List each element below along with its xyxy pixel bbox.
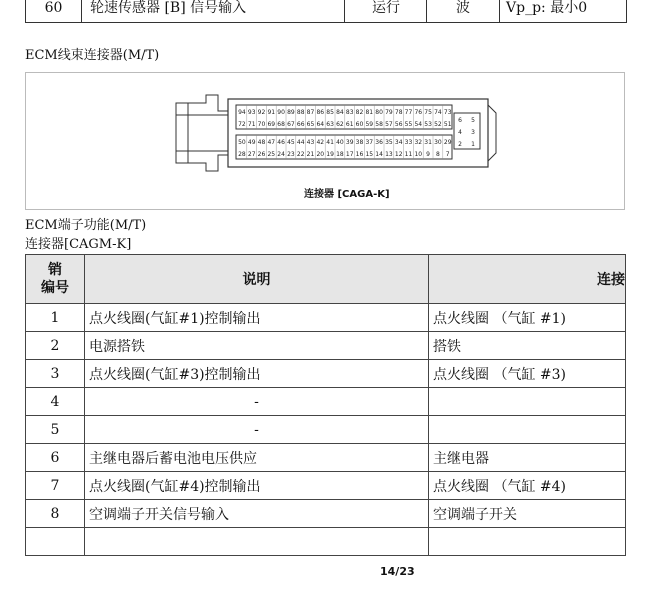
pin-label: 52 xyxy=(434,121,442,128)
pin-label: 32 xyxy=(414,139,423,146)
pin-label: 45 xyxy=(287,139,295,146)
pin-label: 46 xyxy=(277,139,285,146)
pin-cell: 4 xyxy=(26,388,85,416)
pin-label: 23 xyxy=(287,151,295,158)
pin-label: 43 xyxy=(306,139,315,146)
description-cell: 空调端子开关信号输入 xyxy=(85,500,429,528)
pin-label: 75 xyxy=(424,109,432,116)
pin-cell: 1 xyxy=(26,304,85,332)
connector-label: 连接器[CAGM-K] xyxy=(25,237,132,252)
pin-label: 70 xyxy=(257,121,266,128)
pin-label: 16 xyxy=(355,151,364,158)
pin-label: 36 xyxy=(375,139,383,146)
pin-label: 60 xyxy=(355,121,364,128)
pin-label: 80 xyxy=(375,109,383,116)
side-pin-label: 6 xyxy=(458,117,462,124)
function-title: ECM端子功能(M/T) xyxy=(25,218,147,233)
pin-label: 73 xyxy=(443,109,452,116)
pin-number: 60 xyxy=(44,0,63,16)
side-pin-label: 1 xyxy=(471,141,475,148)
pin-label: 22 xyxy=(296,151,305,158)
pin-label: 67 xyxy=(287,121,295,128)
side-pin-label: 3 xyxy=(471,129,475,136)
pin-label: 88 xyxy=(296,109,305,116)
pin-cell: 5 xyxy=(26,416,85,444)
table-row xyxy=(26,332,626,360)
pin-label: 35 xyxy=(385,139,393,146)
pin-label: 91 xyxy=(267,109,276,116)
pin-label: 26 xyxy=(257,151,266,158)
connection-cell: 点火线圈 （气缸 #1) xyxy=(429,304,626,332)
pin-label: 84 xyxy=(336,109,344,116)
table-row xyxy=(26,360,626,388)
pin-label: 83 xyxy=(345,109,354,116)
table-row xyxy=(26,388,626,416)
table-row xyxy=(26,304,626,332)
pin-label: 39 xyxy=(345,139,354,146)
header-connection: 连接 xyxy=(429,255,626,304)
pin-label: 93 xyxy=(247,109,256,116)
pin-label: 37 xyxy=(365,139,374,146)
pin-label: 13 xyxy=(385,151,393,158)
terminal-function-table xyxy=(25,254,626,556)
connection-cell: 点火线圈 （气缸 #4) xyxy=(429,472,626,500)
table-row xyxy=(26,528,626,556)
description-cell xyxy=(85,528,429,556)
pin-label: 9 xyxy=(426,151,431,158)
pin-label: 68 xyxy=(277,121,285,128)
pin-cell: 6 xyxy=(26,444,85,472)
table-row xyxy=(26,472,626,500)
header-description: 说明 xyxy=(85,255,429,304)
pin-label: 58 xyxy=(375,121,383,128)
description-cell: 主继电器后蓄电池电压供应 xyxy=(85,444,429,472)
page-number: 14/23 xyxy=(380,565,415,578)
pin-label: 51 xyxy=(443,121,452,128)
pin-label: 49 xyxy=(247,139,256,146)
pin-label: 65 xyxy=(306,121,315,128)
pin-label: 71 xyxy=(247,121,256,128)
pin-type: 波 xyxy=(426,0,499,22)
pin-label: 78 xyxy=(394,109,403,116)
pin-label: 33 xyxy=(404,139,413,146)
description-cell: 点火线圈(气缸#1)控制输出 xyxy=(85,304,429,332)
table-row xyxy=(26,500,626,528)
pin-label: 29 xyxy=(443,139,452,146)
pin-label: 69 xyxy=(267,121,276,128)
pin-label: 28 xyxy=(238,151,246,158)
pin-label: 15 xyxy=(365,151,374,158)
pin-label: 89 xyxy=(287,109,295,116)
connection-cell xyxy=(429,528,626,556)
pin-label: 11 xyxy=(404,151,413,158)
pin-label: 38 xyxy=(355,139,364,146)
pin-condition: 运行 xyxy=(344,0,427,22)
pin-label: 85 xyxy=(326,109,334,116)
pin-label: 8 xyxy=(435,151,440,158)
pin-label: 10 xyxy=(414,151,423,158)
side-pin-label: 2 xyxy=(458,141,462,148)
pin-label: 7 xyxy=(445,151,450,158)
pin-label: 50 xyxy=(238,139,246,146)
side-pin-label: 4 xyxy=(458,129,462,136)
pin-label: 59 xyxy=(365,121,374,128)
pin-label: 86 xyxy=(316,109,325,116)
pin-label: 87 xyxy=(306,109,315,116)
pin-label: 47 xyxy=(267,139,276,146)
pin-label: 14 xyxy=(375,151,383,158)
header-pin: 销 编号 xyxy=(26,255,85,304)
pin-label: 61 xyxy=(345,121,354,128)
pin-label: 41 xyxy=(326,139,334,146)
description-cell: - xyxy=(85,388,429,416)
connector-diagram xyxy=(25,72,625,210)
side-pin-label: 5 xyxy=(471,117,475,124)
pin-label: 74 xyxy=(434,109,442,116)
connection-cell xyxy=(429,388,626,416)
connection-cell: 搭铁 xyxy=(429,332,626,360)
pin-label: 18 xyxy=(336,151,344,158)
connection-cell xyxy=(429,416,626,444)
pin-label: 21 xyxy=(306,151,315,158)
pin-label: 24 xyxy=(277,151,285,158)
pin-label: 57 xyxy=(385,121,393,128)
pin-label: 17 xyxy=(345,151,354,158)
description-cell: 点火线圈(气缸#4)控制输出 xyxy=(85,472,429,500)
table-row xyxy=(26,416,626,444)
pin-label: 66 xyxy=(296,121,305,128)
pin-label: 30 xyxy=(434,139,442,146)
pin-cell: 2 xyxy=(26,332,85,360)
pin-label: 12 xyxy=(394,151,403,158)
description-cell: - xyxy=(85,416,429,444)
table-row xyxy=(26,444,626,472)
pin-label: 76 xyxy=(414,109,423,116)
pin-label: 64 xyxy=(316,121,325,128)
pin-label: 94 xyxy=(238,109,246,116)
description-cell: 电源搭铁 xyxy=(85,332,429,360)
table-header-row xyxy=(26,255,626,304)
pin-label: 62 xyxy=(336,121,344,128)
pin-label: 27 xyxy=(247,151,256,158)
pin-cell: 3 xyxy=(26,360,85,388)
previous-table-row xyxy=(25,0,627,23)
pin-label: 63 xyxy=(326,121,334,128)
pin-description: 轮速传感器 [B] 信号输入 xyxy=(81,0,352,22)
pin-label: 48 xyxy=(257,139,266,146)
pin-label: 77 xyxy=(404,109,413,116)
connection-cell: 主继电器 xyxy=(429,444,626,472)
description-cell: 点火线圈(气缸#3)控制输出 xyxy=(85,360,429,388)
pin-label: 90 xyxy=(277,109,285,116)
pin-label: 92 xyxy=(257,109,266,116)
pin-label: 72 xyxy=(238,121,246,128)
connection-cell: 空调端子开关 xyxy=(429,500,626,528)
pin-label: 82 xyxy=(355,109,364,116)
pin-label: 25 xyxy=(267,151,276,158)
pin-value: Vp_p: 最小0 xyxy=(499,0,646,22)
pin-label: 20 xyxy=(316,151,325,158)
pin-label: 42 xyxy=(316,139,325,146)
pin-label: 40 xyxy=(336,139,344,146)
pin-label: 56 xyxy=(394,121,403,128)
pin-label: 79 xyxy=(385,109,393,116)
pin-label: 44 xyxy=(296,139,305,146)
pin-label: 81 xyxy=(365,109,374,116)
connection-cell: 点火线圈 （气缸 #3) xyxy=(429,360,626,388)
pin-label: 19 xyxy=(326,151,334,158)
connector-caption: 连接器 [CAGA-K] xyxy=(304,189,390,200)
pin-label: 55 xyxy=(404,121,413,128)
pin-cell: 8 xyxy=(26,500,85,528)
harness-title: ECM线束连接器(M/T) xyxy=(25,48,160,63)
pin-cell xyxy=(26,528,85,556)
pin-label: 54 xyxy=(414,121,423,128)
pin-cell: 7 xyxy=(26,472,85,500)
pin-label: 53 xyxy=(424,121,432,128)
pin-label: 34 xyxy=(394,139,403,146)
pin-label: 31 xyxy=(424,139,432,146)
